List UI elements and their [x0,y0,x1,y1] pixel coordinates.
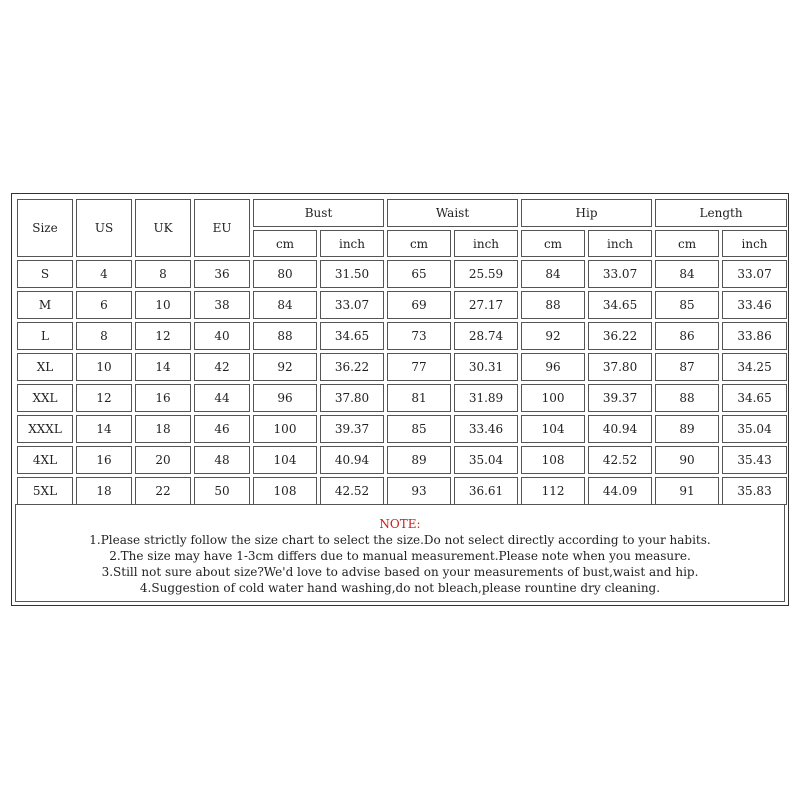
length-inch-header: inch [722,230,787,257]
cell-hip-cm: 84 [521,260,585,288]
cell-waist-cm: 81 [387,384,451,412]
cell-length-inch: 34.65 [722,384,787,412]
note-title: NOTE: [379,517,421,531]
cell-length-cm: 85 [655,291,719,319]
waist-cm-header: cm [387,230,451,257]
eu-column-header: EU [194,199,250,257]
cell-waist-inch: 27.17 [454,291,518,319]
cell-hip-inch: 39.37 [588,384,652,412]
cell-hip-cm: 96 [521,353,585,381]
cell-bust-cm: 84 [253,291,317,319]
cell-length-cm: 90 [655,446,719,474]
hip-inch-header: inch [588,230,652,257]
cell-bust-cm: 108 [253,477,317,505]
cell-waist-cm: 65 [387,260,451,288]
size-table [14,196,790,508]
cell-waist-cm: 93 [387,477,451,505]
cell-eu: 50 [194,477,250,505]
cell-hip-cm: 104 [521,415,585,443]
cell-bust-cm: 80 [253,260,317,288]
cell-eu: 46 [194,415,250,443]
cell-waist-cm: 69 [387,291,451,319]
cell-length-inch: 33.07 [722,260,787,288]
cell-waist-cm: 73 [387,322,451,350]
hip-cm-header: cm [521,230,585,257]
cell-uk: 22 [135,477,191,505]
cell-hip-cm: 88 [521,291,585,319]
cell-size: XXXL [17,415,73,443]
table-row [17,353,787,381]
cell-bust-cm: 92 [253,353,317,381]
cell-hip-cm: 108 [521,446,585,474]
length-group-header: Length [655,199,787,227]
bust-group-header: Bust [253,199,384,227]
cell-waist-cm: 77 [387,353,451,381]
cell-eu: 36 [194,260,250,288]
cell-us: 14 [76,415,132,443]
note-line-3: 3.Still not sure about size?We'd love to advise based on your measurements of bust,waist and hip. [101,565,699,579]
header-row-units [17,230,787,257]
us-column-header: US [76,199,132,257]
cell-hip-inch: 36.22 [588,322,652,350]
cell-hip-inch: 37.80 [588,353,652,381]
cell-waist-inch: 25.59 [454,260,518,288]
cell-bust-inch: 36.22 [320,353,384,381]
table-row [17,322,787,350]
cell-bust-cm: 96 [253,384,317,412]
cell-bust-inch: 33.07 [320,291,384,319]
cell-length-cm: 84 [655,260,719,288]
cell-size: XXL [17,384,73,412]
cell-length-inch: 34.25 [722,353,787,381]
waist-inch-header: inch [454,230,518,257]
size-chart [11,193,789,606]
note-line-1: 1.Please strictly follow the size chart to select the size.Do not select directly according to your habits. [89,533,711,547]
table-row [17,260,787,288]
cell-bust-inch: 37.80 [320,384,384,412]
cell-bust-inch: 39.37 [320,415,384,443]
cell-uk: 18 [135,415,191,443]
cell-uk: 10 [135,291,191,319]
cell-hip-inch: 44.09 [588,477,652,505]
cell-length-cm: 86 [655,322,719,350]
cell-length-inch: 35.43 [722,446,787,474]
cell-hip-inch: 34.65 [588,291,652,319]
cell-bust-inch: 31.50 [320,260,384,288]
cell-hip-cm: 92 [521,322,585,350]
cell-length-inch: 33.86 [722,322,787,350]
cell-us: 4 [76,260,132,288]
cell-length-cm: 91 [655,477,719,505]
cell-waist-inch: 36.61 [454,477,518,505]
cell-hip-inch: 33.07 [588,260,652,288]
cell-waist-inch: 30.31 [454,353,518,381]
cell-length-cm: 89 [655,415,719,443]
cell-bust-cm: 100 [253,415,317,443]
cell-length-cm: 87 [655,353,719,381]
cell-hip-cm: 112 [521,477,585,505]
cell-us: 18 [76,477,132,505]
bust-inch-header: inch [320,230,384,257]
cell-eu: 38 [194,291,250,319]
hip-group-header: Hip [521,199,652,227]
length-cm-header: cm [655,230,719,257]
size-table-body [17,260,787,505]
cell-bust-inch: 40.94 [320,446,384,474]
waist-group-header: Waist [387,199,518,227]
size-column-header: Size [17,199,73,257]
cell-waist-cm: 89 [387,446,451,474]
cell-bust-inch: 34.65 [320,322,384,350]
note-box [15,504,785,602]
note-line-2: 2.The size may have 1-3cm differs due to manual measurement.Please note when you measure. [109,549,691,563]
cell-eu: 42 [194,353,250,381]
cell-waist-inch: 28.74 [454,322,518,350]
cell-us: 12 [76,384,132,412]
cell-us: 10 [76,353,132,381]
cell-waist-inch: 35.04 [454,446,518,474]
cell-size: S [17,260,73,288]
cell-hip-inch: 40.94 [588,415,652,443]
cell-uk: 8 [135,260,191,288]
cell-size: L [17,322,73,350]
cell-bust-cm: 88 [253,322,317,350]
cell-eu: 40 [194,322,250,350]
table-row [17,446,787,474]
cell-uk: 12 [135,322,191,350]
cell-length-inch: 35.83 [722,477,787,505]
cell-length-inch: 33.46 [722,291,787,319]
note-line-4: 4.Suggestion of cold water hand washing,do not bleach,please rountine dry cleaning. [139,581,661,595]
header-row-groups [17,199,787,227]
table-row [17,291,787,319]
cell-us: 6 [76,291,132,319]
cell-us: 8 [76,322,132,350]
cell-size: 4XL [17,446,73,474]
cell-uk: 20 [135,446,191,474]
bust-cm-header: cm [253,230,317,257]
cell-waist-cm: 85 [387,415,451,443]
cell-eu: 44 [194,384,250,412]
cell-hip-inch: 42.52 [588,446,652,474]
table-row [17,477,787,505]
uk-column-header: UK [135,199,191,257]
cell-us: 16 [76,446,132,474]
table-row [17,415,787,443]
cell-uk: 16 [135,384,191,412]
cell-eu: 48 [194,446,250,474]
table-row [17,384,787,412]
cell-waist-inch: 31.89 [454,384,518,412]
cell-length-inch: 35.04 [722,415,787,443]
cell-size: 5XL [17,477,73,505]
cell-length-cm: 88 [655,384,719,412]
cell-size: XL [17,353,73,381]
cell-uk: 14 [135,353,191,381]
cell-waist-inch: 33.46 [454,415,518,443]
cell-bust-cm: 104 [253,446,317,474]
cell-size: M [17,291,73,319]
cell-bust-inch: 42.52 [320,477,384,505]
cell-hip-cm: 100 [521,384,585,412]
